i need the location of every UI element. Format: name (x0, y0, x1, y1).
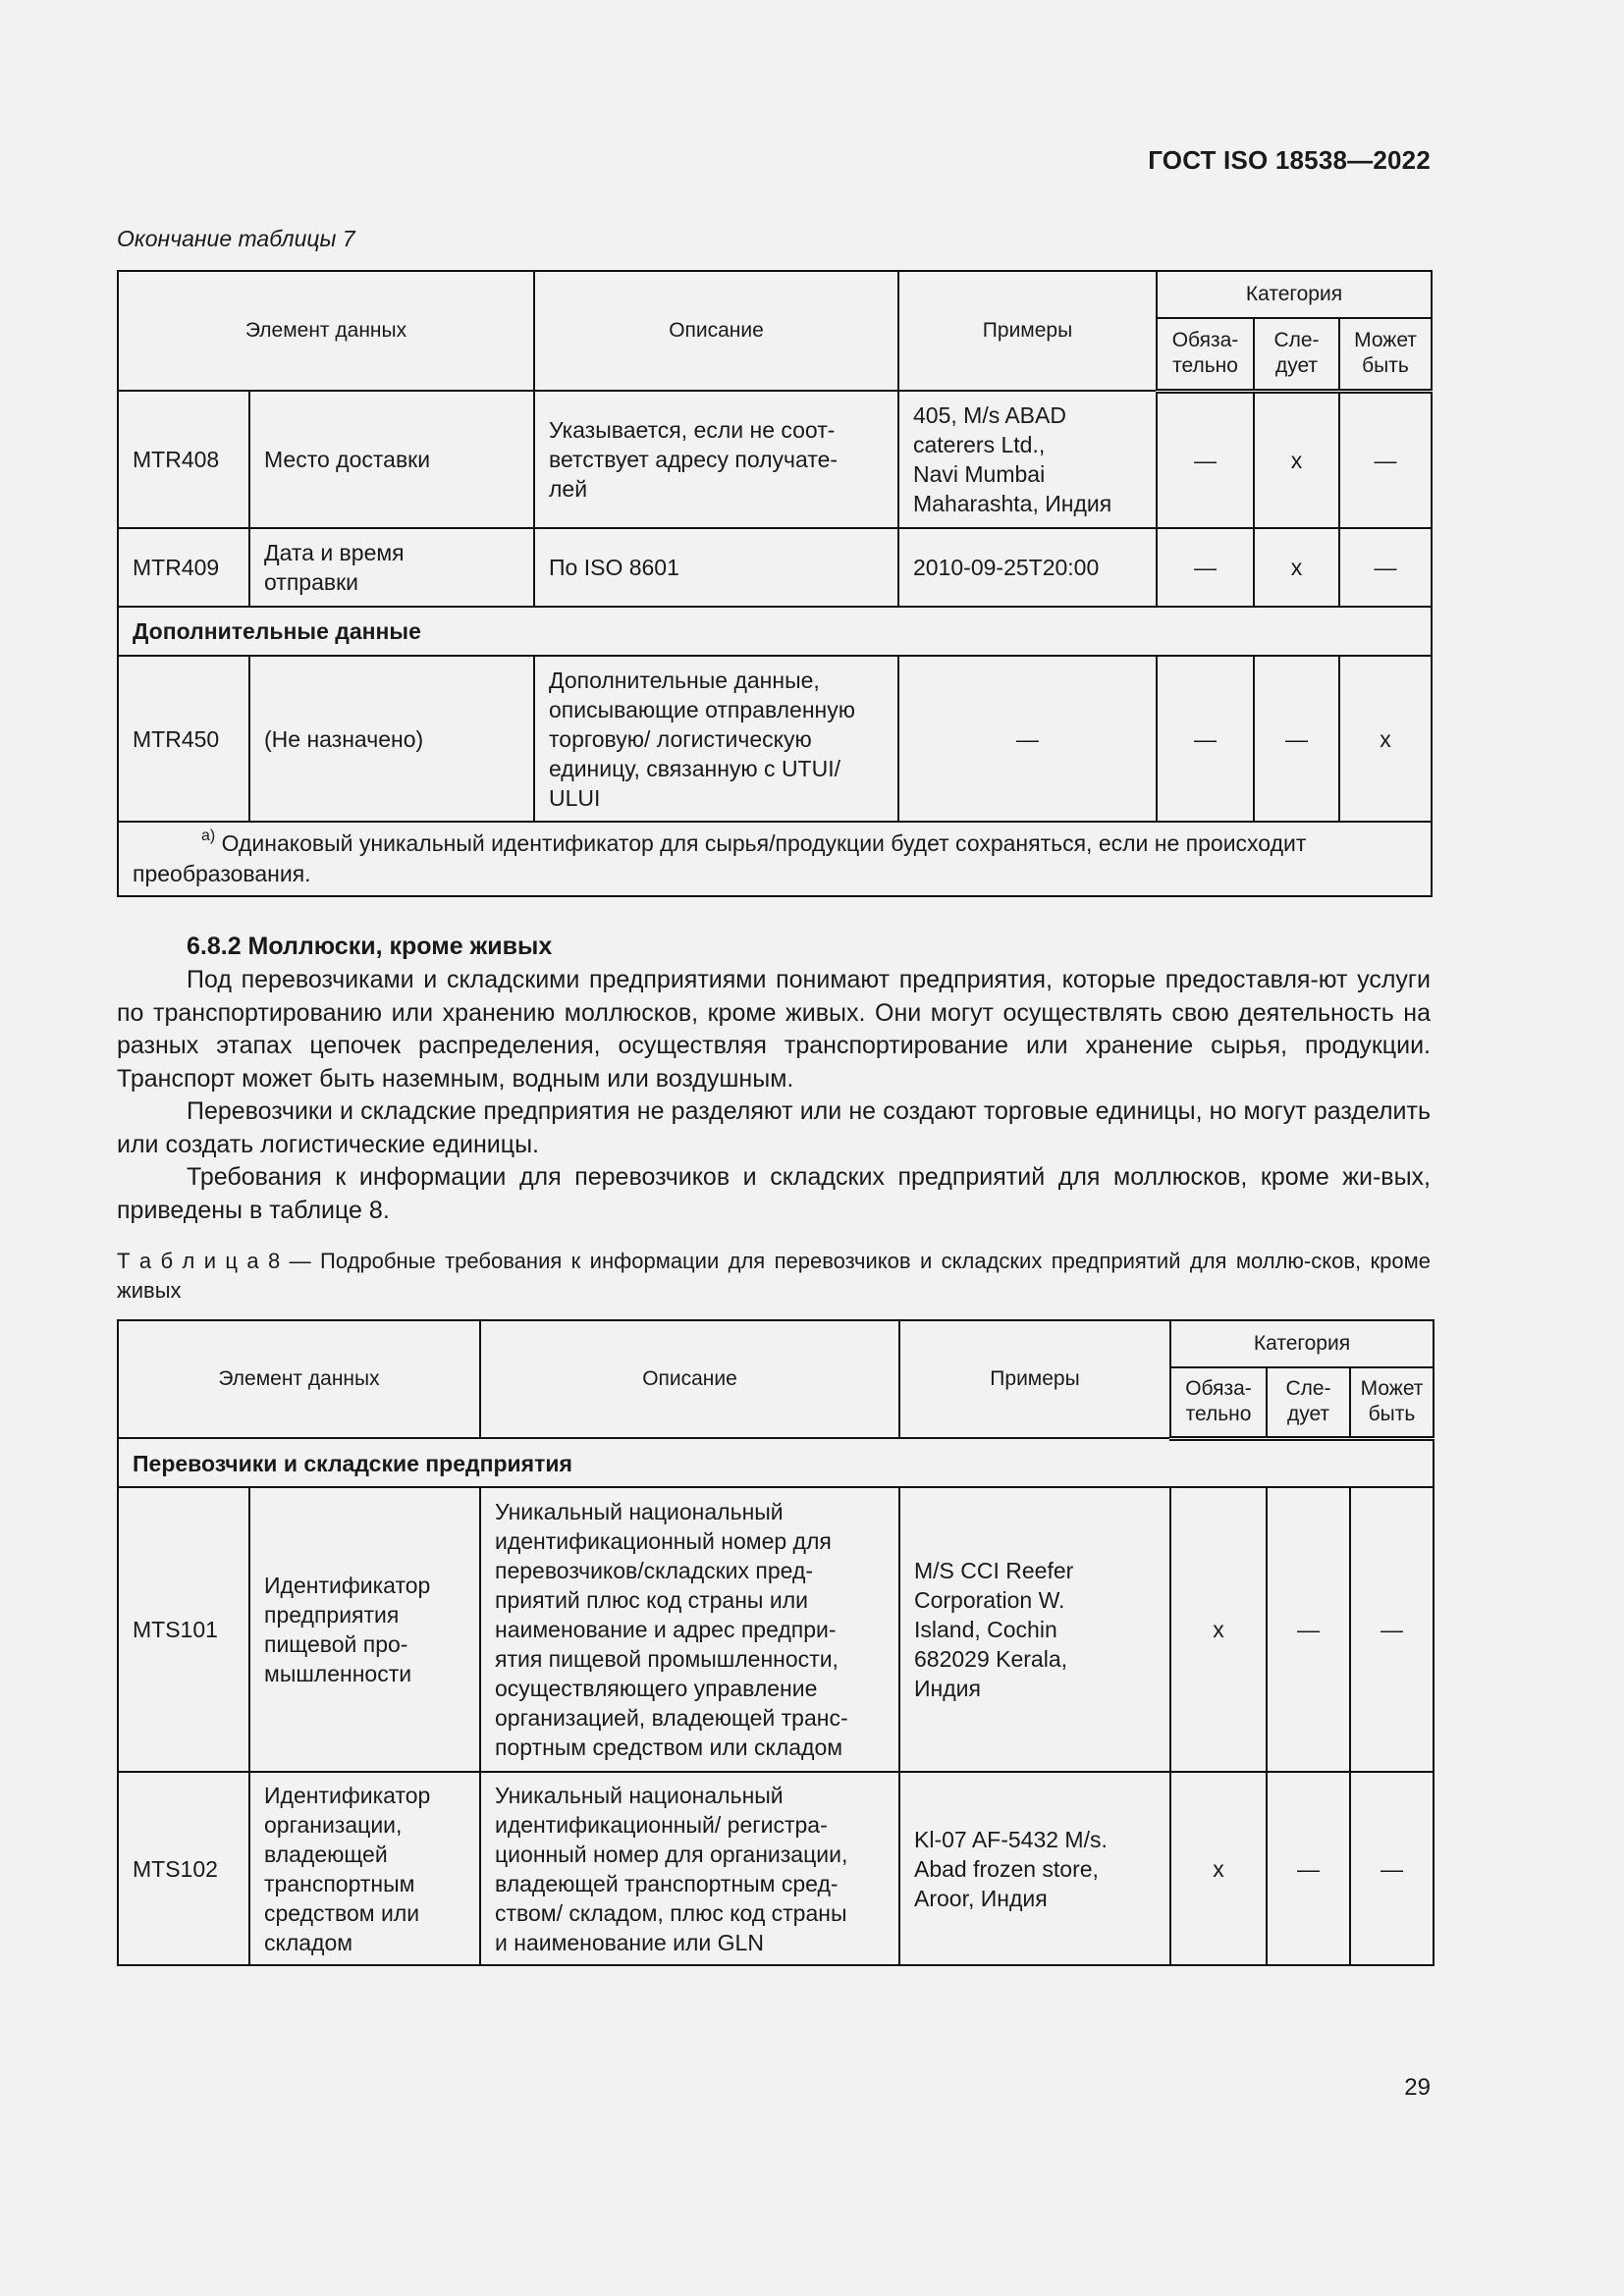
column-header-element: Элемент данных (118, 1320, 480, 1438)
row-example: M/S CCI Reefer Corporation W. Island, Cochin 682029 Kerala, Индия (899, 1487, 1170, 1772)
column-header-description: Описание (480, 1320, 899, 1438)
row-description: Уникальный национальный идентификационный номер для перевозчиков/складских пред- приятий плюс код страны или наименование и адрес предпри- ятия пищевой промышленности, осуществляющего управление организацией, владеющей транс- портным средством или складом (480, 1487, 899, 1772)
column-header-examples: Примеры (899, 1320, 1170, 1438)
row-may: — (1339, 391, 1432, 528)
column-header-examples: Примеры (898, 271, 1157, 391)
table-row (118, 1487, 1434, 1772)
table8-caption-label: Т а б л и ц а 8 (117, 1249, 281, 1273)
column-header-should: Сле- дует (1267, 1367, 1350, 1438)
column-header-category: Категория (1170, 1320, 1434, 1367)
row-description: Уникальный национальный идентификационный/ регистра- ционный номер для организации, владеющей транспортным сред- ством/ складом, плюс код страны и наименование или GLN (480, 1772, 899, 1965)
row-mandatory: x (1170, 1772, 1267, 1965)
section-row-additional-data: Дополнительные данные (118, 607, 1432, 656)
row-should: — (1254, 656, 1339, 822)
section-row-carriers-warehouses: Перевозчики и складские предприятия (118, 1438, 1434, 1487)
row-should: x (1254, 391, 1339, 528)
row-code: MTR408 (118, 391, 249, 528)
footnote-mark: а) (201, 828, 216, 844)
row-example: 405, M/s ABAD caterers Ltd., Navi Mumbai Maharashta, Индия (898, 391, 1157, 528)
table7-footnote (118, 822, 1432, 896)
table8-caption-text: — Подробные требования к информации для перевозчиков и складских предприятий для моллю-сков, кроме живых (117, 1249, 1431, 1303)
row-may: — (1339, 528, 1432, 607)
row-may: — (1350, 1487, 1434, 1772)
document-standard-header: ГОСТ ISO 18538—2022 (1148, 145, 1431, 175)
row-should: — (1267, 1487, 1350, 1772)
column-header-may: Может быть (1350, 1367, 1434, 1438)
table7-continuation-caption: Окончание таблицы 7 (117, 226, 355, 251)
row-example: — (898, 656, 1157, 822)
row-mandatory: — (1157, 656, 1254, 822)
paragraph: Перевозчики и складские предприятия не разделяют или не создают торговые единицы, но могут разделить или создать логистические единицы. (117, 1097, 1431, 1158)
row-code: MTR409 (118, 528, 249, 607)
section-heading-6-8-2: 6.8.2 Моллюски, кроме живых (187, 933, 553, 960)
column-header-should: Сле- дует (1254, 318, 1339, 391)
table8-caption (117, 1247, 1431, 1306)
row-may: x (1339, 656, 1432, 822)
row-name: Идентификатор предприятия пищевой про- мышленности (249, 1487, 480, 1772)
row-code: MTS102 (118, 1772, 249, 1965)
footnote-text: Одинаковый уникальный идентификатор для сырья/продукции будет сохраняться, если не происходит преобразования. (133, 830, 1307, 886)
column-header-description: Описание (534, 271, 898, 391)
table-row (118, 528, 1432, 607)
row-name: Идентификатор организации, владеющей транспортным средством или складом (249, 1772, 480, 1965)
row-example: 2010-09-25T20:00 (898, 528, 1157, 607)
row-code: MTR450 (118, 656, 249, 822)
row-mandatory: x (1170, 1487, 1267, 1772)
row-mandatory: — (1157, 391, 1254, 528)
row-should: x (1254, 528, 1339, 607)
paragraph: Под перевозчиками и складскими предприятиями понимают предприятия, которые предоставля-ют услуги по транспортированию или хранению моллюсков, кроме живых. Они могут осуществлять свою деятельность на разных этапах цепочек распределения, осуществляя транспортирование или хранение сырья, продукции. Транспорт может быть наземным, водным или воздушным. (117, 966, 1431, 1093)
row-name: Дата и время отправки (249, 528, 534, 607)
table-row (118, 1772, 1434, 1965)
row-example: Kl-07 AF-5432 M/s. Abad frozen store, Aroor, Индия (899, 1772, 1170, 1965)
column-header-mandatory: Обяза- тельно (1157, 318, 1254, 391)
column-header-element: Элемент данных (118, 271, 534, 391)
row-code: MTS101 (118, 1487, 249, 1772)
table-7 (117, 270, 1433, 897)
table-row (118, 391, 1432, 528)
row-should: — (1267, 1772, 1350, 1965)
row-description: Указывается, если не соот- ветствует адресу получате- лей (534, 391, 898, 528)
column-header-may: Может быть (1339, 318, 1432, 391)
paragraph: Требования к информации для перевозчиков и складских предприятий для моллюсков, кроме жи-вых, приведены в таблице 8. (117, 1163, 1431, 1224)
row-name: Место доставки (249, 391, 534, 528)
table-row (118, 656, 1432, 822)
row-may: — (1350, 1772, 1434, 1965)
row-name: (Не назначено) (249, 656, 534, 822)
page-number: 29 (1404, 2074, 1431, 2101)
column-header-category: Категория (1157, 271, 1432, 318)
row-description: По ISO 8601 (534, 528, 898, 607)
table-8 (117, 1319, 1435, 1966)
column-header-mandatory: Обяза- тельно (1170, 1367, 1267, 1438)
row-description: Дополнительные данные, описывающие отправленную торговую/ логистическую единицу, связанную с UTUI/ ULUI (534, 656, 898, 822)
row-mandatory: — (1157, 528, 1254, 607)
